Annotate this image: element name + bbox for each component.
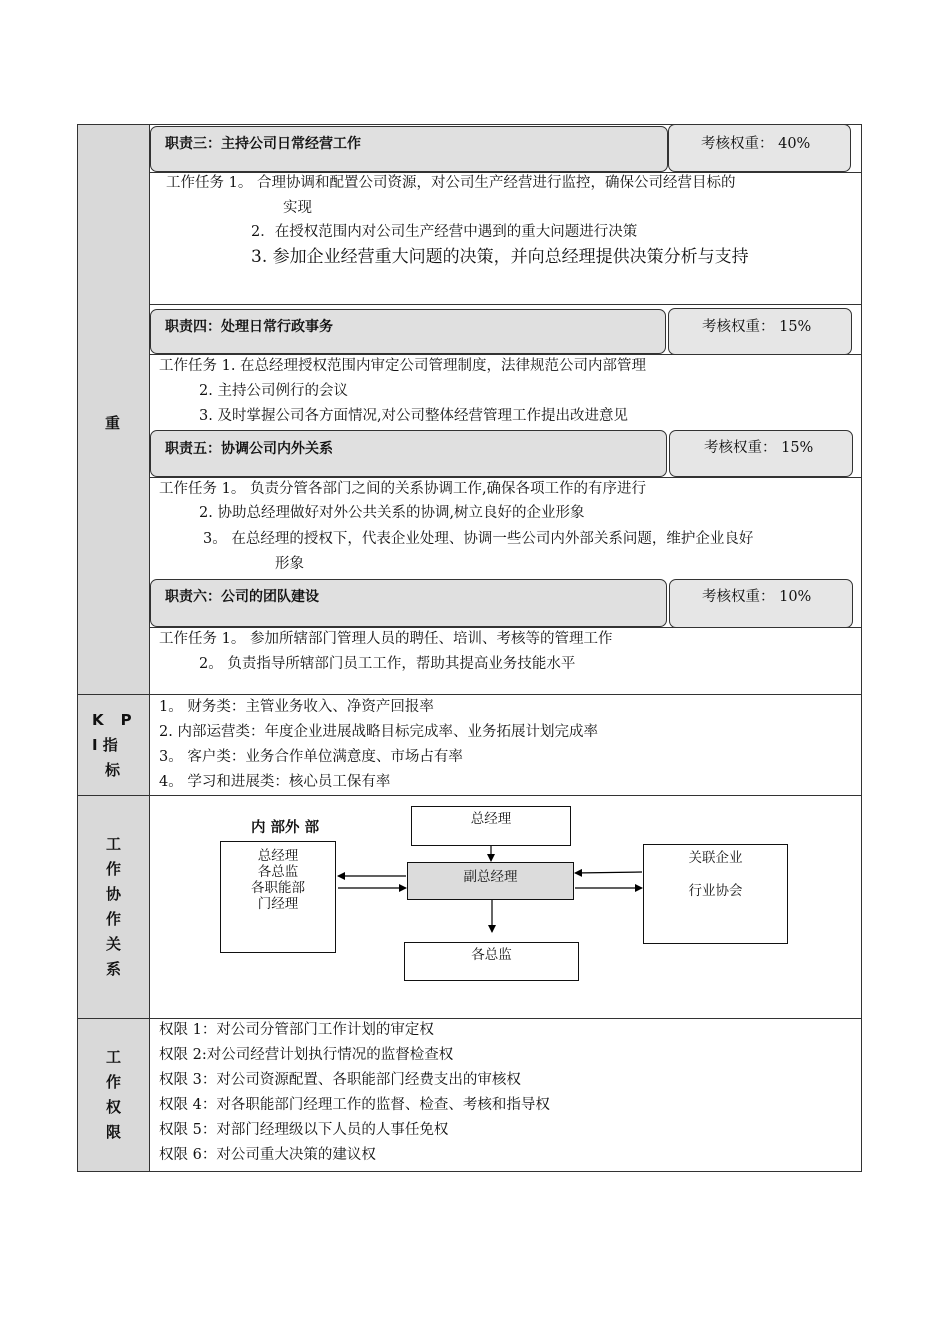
label-collab-2: 作 <box>106 860 122 878</box>
node-external-line: 行业协会 <box>688 883 743 899</box>
kpi-item: 2. 内部运营类：年度企业进展战略目标完成率、业务拓展计划完成率 <box>159 724 598 740</box>
node-internal-line: 各职能部 <box>251 880 305 896</box>
authority-item: 权限 1：对公司分管部门工作计划的审定权 <box>159 1022 434 1038</box>
authority-item: 权限 3：对公司资源配置、各职能部门经费支出的审核权 <box>159 1072 521 1088</box>
label-auth-1: 工 <box>106 1048 122 1066</box>
task-line: 2. 协助总经理做好对外公共关系的协调,树立良好的企业形象 <box>199 505 585 521</box>
authority-item: 权限 2:对公司经营计划执行情况的监督检查权 <box>159 1047 454 1063</box>
node-internal-line: 各总监 <box>257 864 299 880</box>
duty-weight: 考核权重： 15% <box>702 319 812 335</box>
task-line: 2. 主持公司例行的会议 <box>199 383 348 399</box>
label-collab-1: 工 <box>106 835 122 853</box>
label-auth-4: 限 <box>106 1123 122 1141</box>
label-auth-3: 权 <box>106 1098 122 1116</box>
authority-item: 权限 4：对各职能部门经理工作的监督、检查、考核和指导权 <box>159 1097 550 1113</box>
node-internal-line: 总经理 <box>257 848 299 864</box>
node-internal-line: 门经理 <box>257 896 299 912</box>
duty-title: 职责六：公司的团队建设 <box>165 589 319 605</box>
label-collab-3: 协 <box>106 885 122 903</box>
task-line: 2．在授权范围内对公司生产经营中遇到的重大问题进行决策 <box>251 224 638 240</box>
task-line: 工作任务 1. 在总经理授权范围内审定公司管理制度，法律规范公司内部管理 <box>159 358 647 374</box>
task-line: 3. 参加企业经营重大问题的决策，并向总经理提供决策分析与支持 <box>251 247 749 267</box>
duty-title: 职责四：处理日常行政事务 <box>165 319 333 335</box>
task-line: 3. 及时掌握公司各方面情况,对公司整体经营管理工作提出改进意见 <box>199 408 629 424</box>
node-top-gm-label: 总经理 <box>470 811 512 827</box>
kpi-item: 1。 财务类：主管业务收入、净资产回报率 <box>159 699 434 715</box>
node-external-line: 关联企业 <box>688 850 743 866</box>
task-line: 工作任务 1。 参加所辖部门管理人员的聘任、培训、考核等的管理工作 <box>159 631 613 647</box>
label-collab-6: 系 <box>106 960 122 978</box>
node-directors-label: 各总监 <box>471 947 512 963</box>
label-collab-5: 关 <box>106 935 122 953</box>
task-line: 2。 负责指导所辖部门员工工作，帮助其提高业务技能水平 <box>199 656 576 672</box>
task-line: 工作任务 1。 负责分管各部门之间的关系协调工作,确保各项工作的有序进行 <box>159 481 647 497</box>
duty-title: 职责三：主持公司日常经营工作 <box>165 136 361 152</box>
authority-item: 权限 6：对公司重大决策的建议权 <box>159 1147 376 1163</box>
label-auth-2: 作 <box>106 1073 122 1091</box>
node-deputy-gm-label: 副总经理 <box>463 869 518 885</box>
diagram-header: 内 部外 部 <box>251 820 320 836</box>
duty-weight: 考核权重： 15% <box>704 440 814 456</box>
label-kpi-2: I 指 <box>92 736 118 754</box>
kpi-item: 3。 客户类：业务合作单位满意度、市场占有率 <box>159 749 463 765</box>
label-kpi-3: 标 <box>105 761 121 779</box>
kpi-item: 4。 学习和进展类：核心员工保有率 <box>159 774 391 790</box>
authority-item: 权限 5：对部门经理级以下人员的人事任免权 <box>159 1122 449 1138</box>
task-line: 3。 在总经理的授权下，代表企业处理、协调一些公司内外部关系问题，维护企业良好 <box>203 531 754 547</box>
label-kpi-1: K P <box>92 711 133 729</box>
task-line: 工作任务 1。 合理协调和配置公司资源，对公司生产经营进行监控，确保公司经营目标的 <box>166 175 736 191</box>
label-collab-4: 作 <box>106 910 122 928</box>
task-line: 实现 <box>283 200 312 216</box>
duty-weight: 考核权重： 40% <box>701 136 811 152</box>
label-zhong: 重 <box>105 414 121 432</box>
arrow-external-to-deputy <box>575 872 642 873</box>
duty-weight: 考核权重： 10% <box>702 589 812 605</box>
duty-title: 职责五：协调公司内外关系 <box>165 441 333 457</box>
task-line: 形象 <box>275 556 304 572</box>
